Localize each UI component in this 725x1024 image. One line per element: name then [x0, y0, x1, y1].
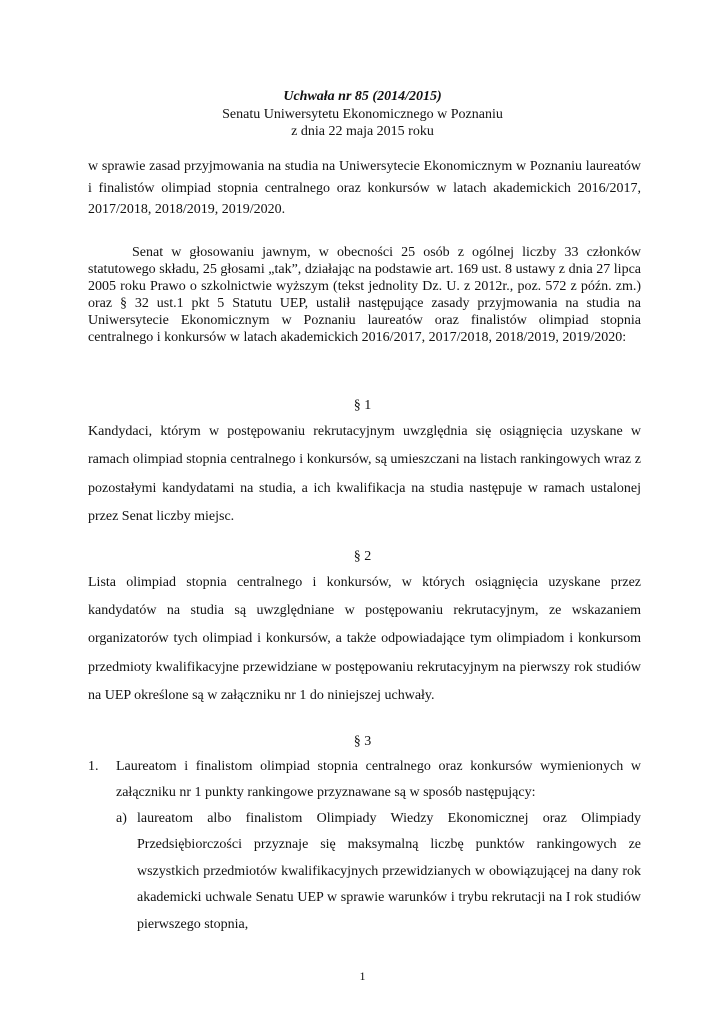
sub-list-item-letter: a) — [116, 811, 127, 826]
resolution-preamble: Senat w głosowaniu jawnym, w obecności 25 osób z ogólnej liczby 33 członków statutowego składu, 25 głosami „tak”, działając na podstawie art. 169 ust. 8 ustawy z dnia 27 lipca 2005 roku Prawo o szkolnictwie wyższym (tekst jednolity Dz. U. z 2012r., poz. 572 z późn. zm.) oraz § 32 ust.1 pkt 5 Statutu UEP, ustalił następujące zasady przyjmowania na studia na Uniwersytecie Ekonomicznym w Poznaniu laureatów oraz finalistów olimpiad stopnia centralnego i konkursów w latach akademickich 2016/2017, 2017/2018, 2018/2019, 2019/2020: — [88, 245, 641, 346]
sub-list-item-text: laureatom albo finalistom Olimpiady Wiedzy Ekonomicznej oraz Olimpiady Przedsiębiorczości przyznaje się maksymalną liczbę punktów rankingowych ze wszystkich przedmiotów kwalifikacyjnych przewidzianych w obowiązującej na dany rok akademicki uchwale Senatu UEP w sprawie warunków i trybu rekrutacji na I rok studiów pierwszego stopnia, — [137, 811, 641, 932]
resolution-title: Uchwała nr 85 (2014/2015) — [283, 89, 442, 104]
section-2-heading: § 2 — [353, 549, 372, 564]
page-number: 1 — [359, 969, 366, 983]
section-2-text: Lista olimpiad stopnia centralnego i konkursów, w których osiągnięcia uzyskane przez kandydatów na studia są uwzględniane w postępowaniu rekrutacyjnym, ze wskazaniem organizatorów tych olimpiad i konkursów, a także odpowiadające tym olimpiadom i konkursom przedmioty kwalifikacyjne przewidziane w postępowaniu rekrutacyjnym na pierwszy rok studiów na UEP określone są w załączniku nr 1 do niniejszej uchwały. — [88, 575, 641, 703]
list-item-number: 1. — [88, 759, 99, 774]
resolution-issuer: Senatu Uniwersytetu Ekonomicznego w Poznaniu — [222, 107, 503, 122]
resolution-subject: w sprawie zasad przyjmowania na studia na Uniwersytecie Ekonomicznym w Poznaniu laureatów i finalistów olimpiad stopnia centralnego oraz konkursów w latach akademickich 2016/2017, 2017/2018, 2018/2019, 2019/2020. — [88, 159, 641, 217]
list-item-text: Laureatom i finalistom olimpiad stopnia centralnego oraz konkursów wymienionych w załączniku nr 1 punkty rankingowe przyznawane są w sposób następujący: — [116, 759, 641, 800]
sub-list-item — [116, 806, 641, 938]
section-3-heading: § 3 — [353, 734, 372, 749]
resolution-date: z dnia 22 maja 2015 roku — [291, 124, 434, 139]
section-1-heading: § 1 — [353, 398, 372, 413]
section-1-text: Kandydaci, którym w postępowaniu rekrutacyjnym uwzględnia się osiągnięcia uzyskane w ramach olimpiad stopnia centralnego i konkursów, są umieszczani na listach rankingowych wraz z pozostałymi kandydatami na studia, a ich kwalifikacja na studia następuje w ramach ustalonej przez Senat liczby miejsc. — [88, 424, 641, 524]
list-item — [88, 754, 641, 806]
